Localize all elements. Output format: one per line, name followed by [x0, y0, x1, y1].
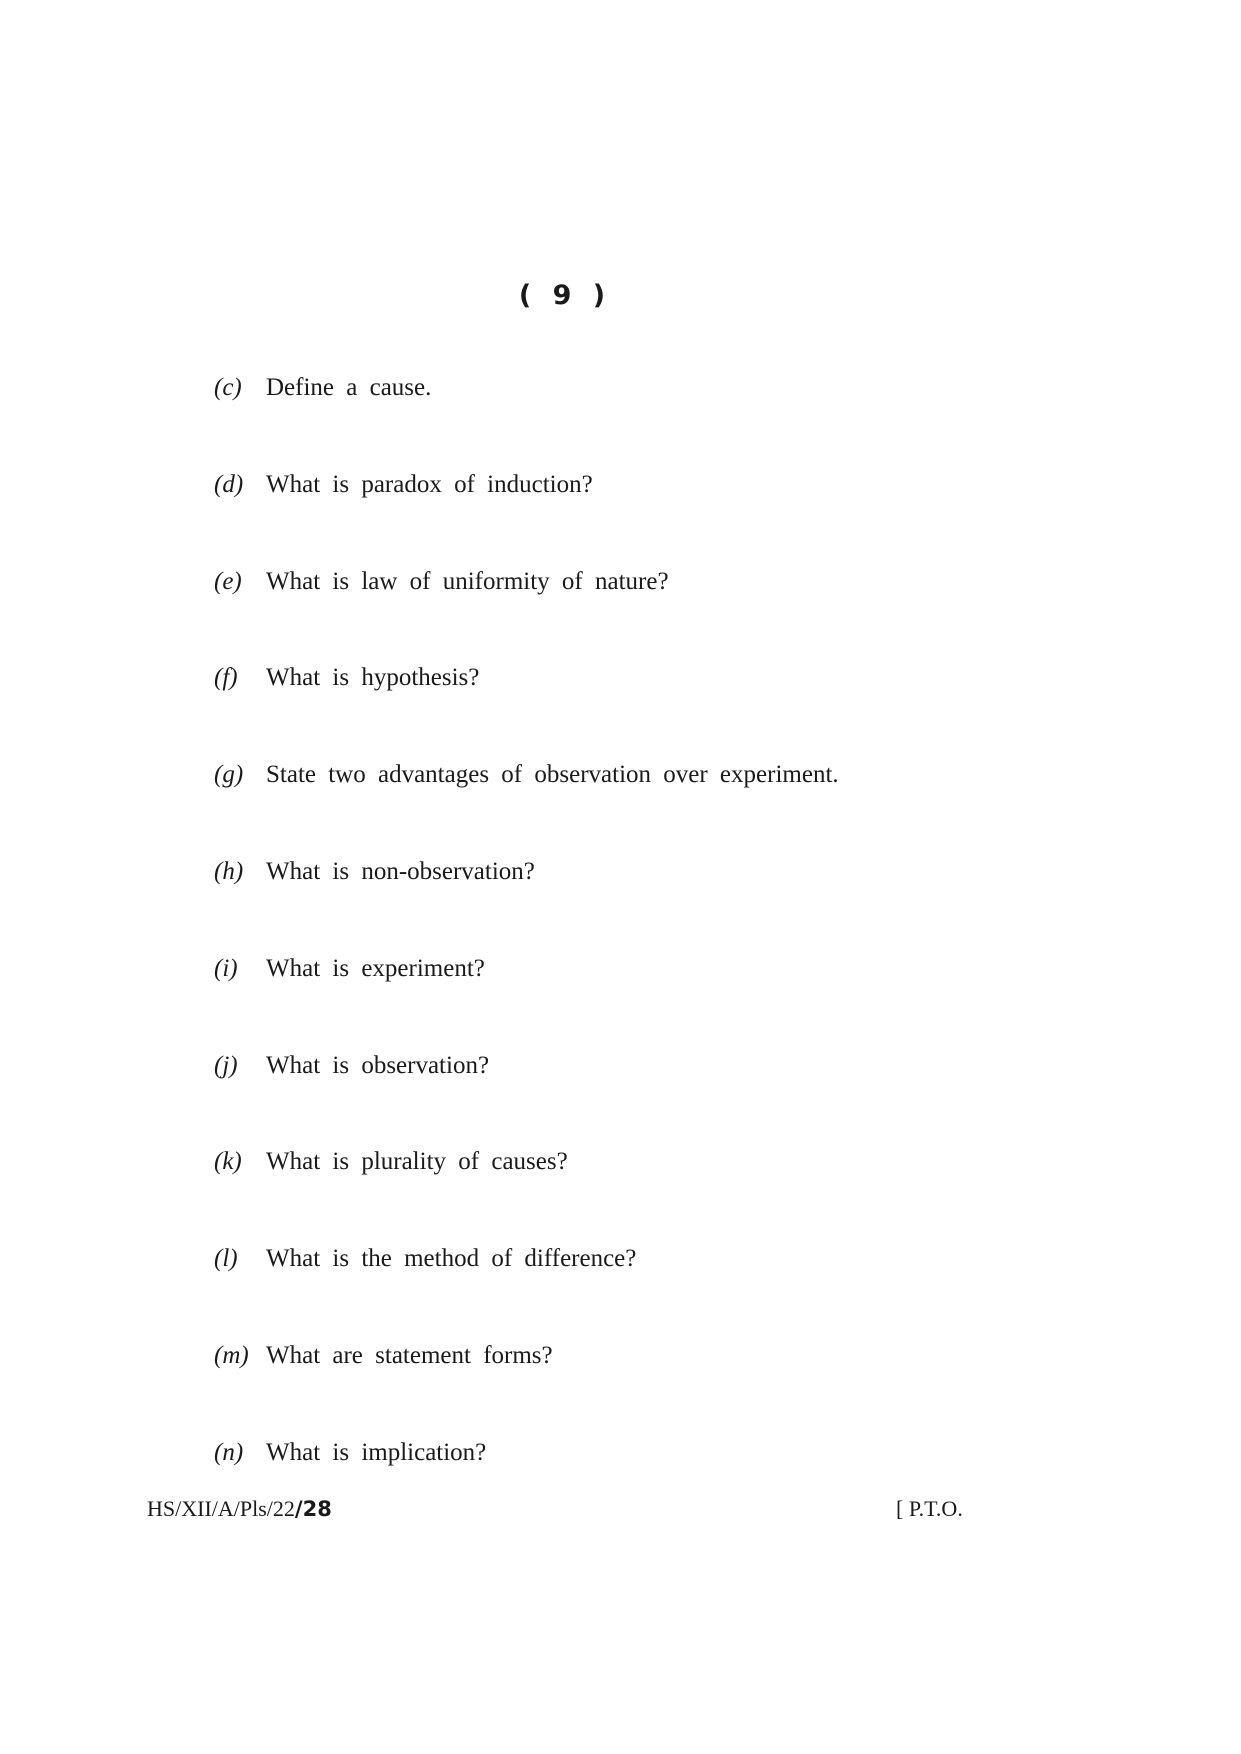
question-label: (j)	[214, 1051, 238, 1079]
question-text: What is plurality of causes?	[266, 1148, 568, 1176]
question-text: What is experiment?	[266, 954, 485, 982]
question-item	[214, 1142, 1114, 1239]
question-item	[214, 1336, 1114, 1433]
question-label: (n)	[214, 1438, 244, 1466]
question-item	[214, 755, 1114, 852]
question-item	[214, 1433, 1114, 1530]
question-text: What are statement forms?	[266, 1341, 553, 1369]
question-label: (k)	[214, 1148, 242, 1176]
question-item	[214, 465, 1114, 562]
question-label: (d)	[214, 470, 244, 498]
question-label: (c)	[214, 374, 242, 401]
question-label: (h)	[214, 857, 244, 885]
question-item	[214, 368, 1114, 465]
question-text: What is hypothesis?	[266, 664, 480, 692]
question-label: (e)	[214, 567, 242, 595]
question-item	[214, 1239, 1114, 1336]
page-number: ( 9 )	[518, 280, 612, 311]
paper-code-prefix: HS/XII/A/Pls/22	[147, 1496, 295, 1521]
question-text: What is law of uniformity of nature?	[266, 567, 669, 595]
question-text: What is implication?	[266, 1438, 487, 1466]
question-text: What is the method of difference?	[266, 1245, 637, 1273]
question-item	[214, 852, 1114, 949]
question-text: State two advantages of observation over experiment.	[266, 761, 839, 789]
question-list	[214, 368, 1114, 1530]
question-text: Define a cause.	[266, 374, 432, 401]
question-label: (g)	[214, 761, 244, 789]
question-item	[214, 1046, 1114, 1143]
question-label: (m)	[214, 1341, 249, 1369]
question-text: What is paradox of induction?	[266, 470, 593, 498]
question-label: (l)	[214, 1245, 238, 1273]
question-text: What is observation?	[266, 1051, 490, 1079]
question-item	[214, 658, 1114, 755]
question-text: What is non-observation?	[266, 857, 535, 885]
please-turn-over: [ P.T.O.	[896, 1496, 963, 1521]
question-label: (f)	[214, 664, 238, 692]
question-item	[214, 562, 1114, 659]
paper-code	[147, 1496, 332, 1522]
question-item	[214, 949, 1114, 1046]
paper-code-suffix: /28	[294, 1497, 332, 1521]
question-label: (i)	[214, 954, 238, 982]
